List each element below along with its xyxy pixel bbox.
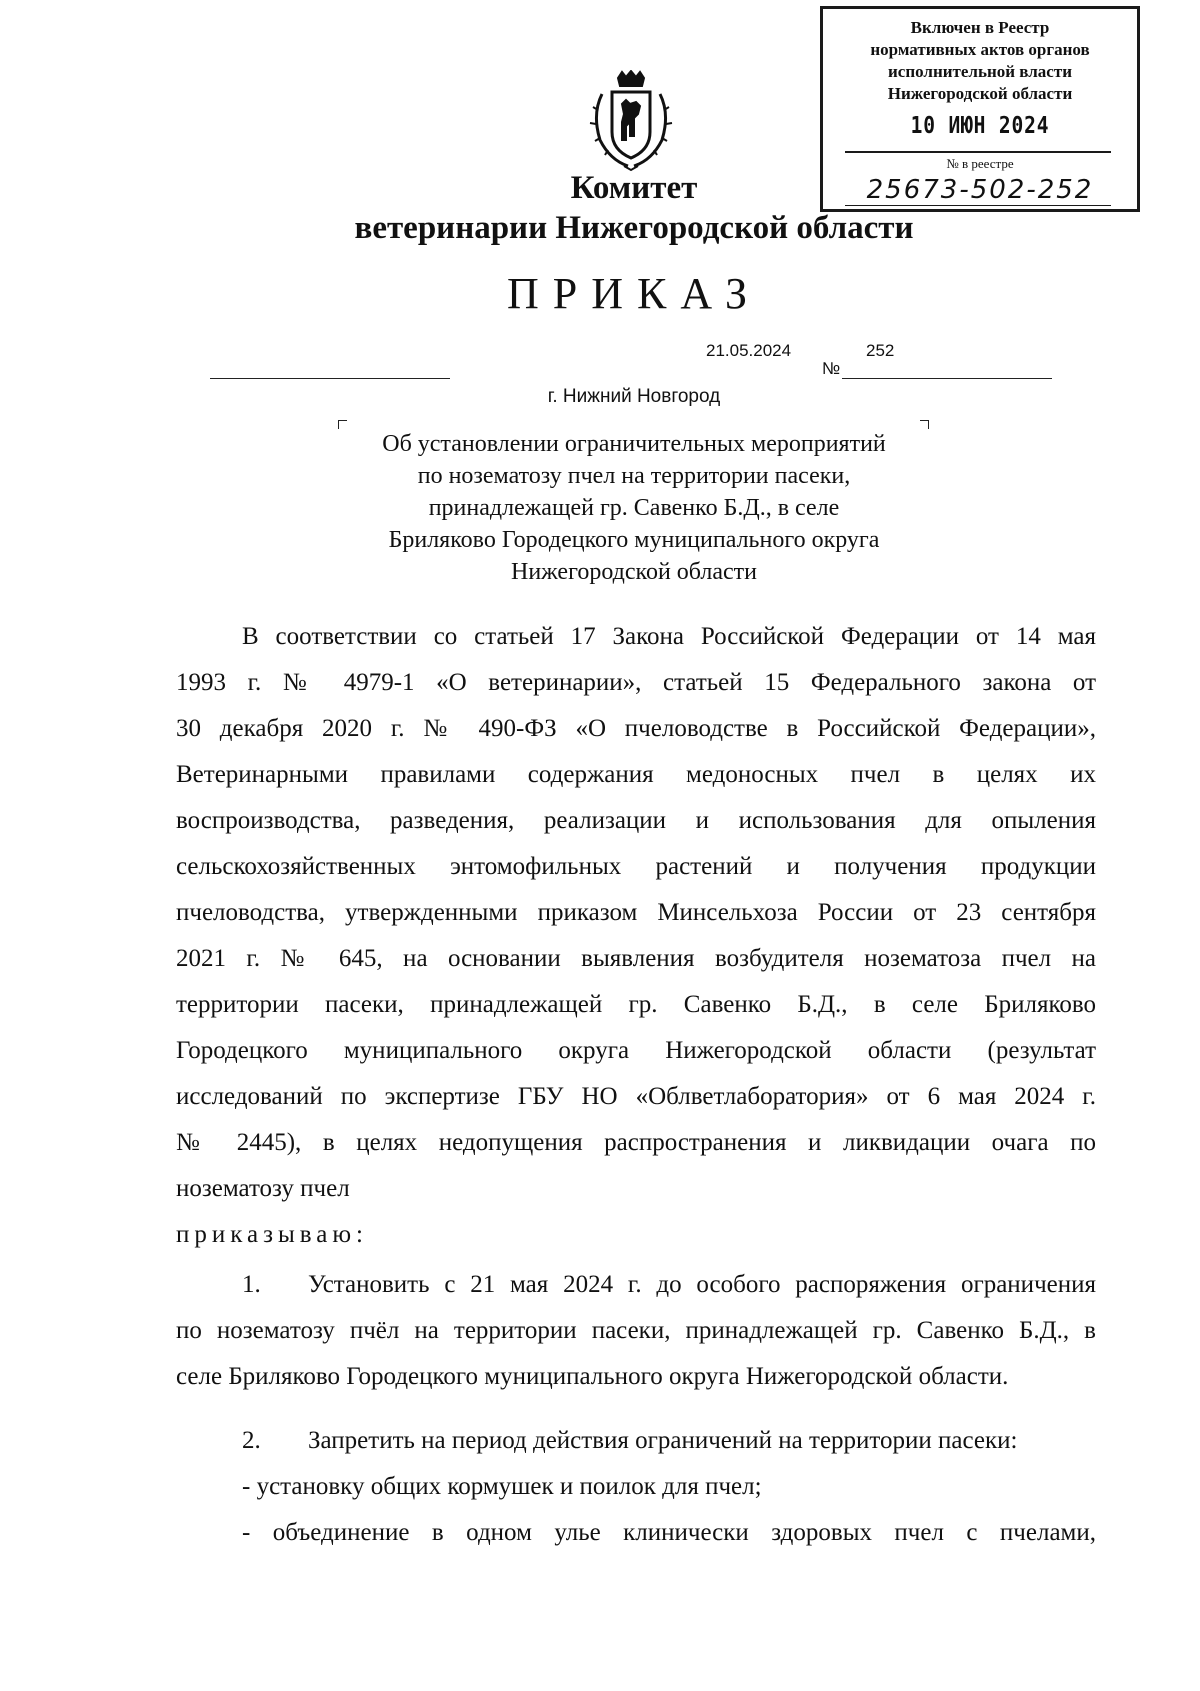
date-underline xyxy=(210,378,450,379)
item-line xyxy=(176,1262,1096,1308)
order-item-2 xyxy=(176,1418,1096,1556)
item-line xyxy=(176,1418,1096,1464)
organization-name: Комитет xyxy=(570,170,698,206)
coat-of-arms-icon xyxy=(588,70,674,172)
item-line: по нозематозу пчёл на территории пасеки, принадлежащей гр. Савенко Б.Д., в xyxy=(176,1317,1096,1344)
preamble-line: территории пасеки, принадлежащей гр. Савенко Б.Д., в селе Бриляково xyxy=(176,991,1096,1018)
preamble-line: 2021 г. № 645, на основании выявления возбудителя нозематоза пчел на xyxy=(176,945,1096,972)
stamp-divider xyxy=(845,151,1111,153)
city: г. Нижний Новгород xyxy=(547,386,721,407)
preamble-line: 30 декабря 2020 г. № 490-ФЗ «О пчеловодстве в Российской Федерации», xyxy=(176,715,1096,742)
stamp-registry-number: 25673-502-252 xyxy=(866,175,1094,205)
order-item-1 xyxy=(176,1262,1096,1400)
preamble-line: пчеловодства, утвержденными приказом Минсельхоза России от 23 сентября xyxy=(176,899,1096,926)
stamp-line: исполнительной власти xyxy=(888,62,1072,81)
stamp-line: Включен в Реестр xyxy=(910,18,1050,37)
order-number-label: № xyxy=(822,359,841,378)
subject-line: Нижегородской области xyxy=(510,559,758,585)
preamble-line: № 2445), в целях недопущения распространения и ликвидации очага по xyxy=(176,1129,1096,1156)
stamp-line: Нижегородской области xyxy=(887,84,1073,103)
item-number: 1. xyxy=(242,1271,261,1298)
document-title: ПРИКАЗ xyxy=(506,269,762,318)
item-text: Запретить на период действия ограничений на территории пасеки: xyxy=(308,1427,1018,1454)
subject-line: Об установлении ограничительных мероприятий xyxy=(382,431,886,457)
preamble-line: воспроизводства, разведения, реализации и использования для опыления xyxy=(176,807,1096,834)
preamble xyxy=(176,614,1096,1212)
preamble-line: исследований по экспертизе ГБУ НО «Облветлаборатория» от 6 мая 2024 г. xyxy=(176,1083,1096,1110)
item-subline: - объединение в одном улье клинически здоровых пчел с пчелами, xyxy=(242,1519,1096,1546)
number-underline xyxy=(842,378,1052,379)
preamble-line: В соответствии со статьей 17 Закона Российской Федерации от 14 мая xyxy=(242,623,1096,650)
order-word-block xyxy=(176,1212,1096,1258)
preamble-line: Городецкого муниципального округа Нижегородской области (результат xyxy=(176,1037,1096,1064)
item-subline: - установку общих кормушек и поилок для пчел; xyxy=(242,1473,762,1500)
preamble-line: нозематозу пчел xyxy=(176,1175,350,1202)
order-subject xyxy=(0,428,1200,588)
item-line: селе Бриляково Городецкого муниципального округа Нижегородской области. xyxy=(176,1363,1009,1390)
subject-line: Бриляково Городецкого муниципального округа xyxy=(388,527,880,553)
subject-line: принадлежащей гр. Савенко Б.Д., в селе xyxy=(428,495,840,521)
organization-name-continued: ветеринарии Нижегородской области xyxy=(354,210,914,246)
order-number: 252 xyxy=(866,341,895,360)
subject-line: по нозематозу пчел на территории пасеки, xyxy=(417,463,851,489)
stamp-text xyxy=(823,17,1137,105)
preamble-line: Ветеринарными правилами содержания медоносных пчел в целях их xyxy=(176,761,1096,788)
stamp-date: 10 ИЮН 2024 xyxy=(910,113,1050,139)
item-text: Установить с 21 мая 2024 г. до особого распоряжения ограничения xyxy=(308,1271,1096,1298)
stamp-line: нормативных актов органов xyxy=(870,40,1090,59)
stamp-registry-label: № в реестре xyxy=(946,156,1014,171)
preamble-line: 1993 г. № 4979-1 «О ветеринарии», статьей 15 Федерального закона от xyxy=(176,669,1096,696)
item-number: 2. xyxy=(242,1427,261,1454)
order-date: 21.05.2024 xyxy=(706,341,792,360)
order-word: приказываю: xyxy=(176,1221,368,1248)
preamble-line: сельскохозяйственных энтомофильных растений и получения продукции xyxy=(176,853,1096,880)
